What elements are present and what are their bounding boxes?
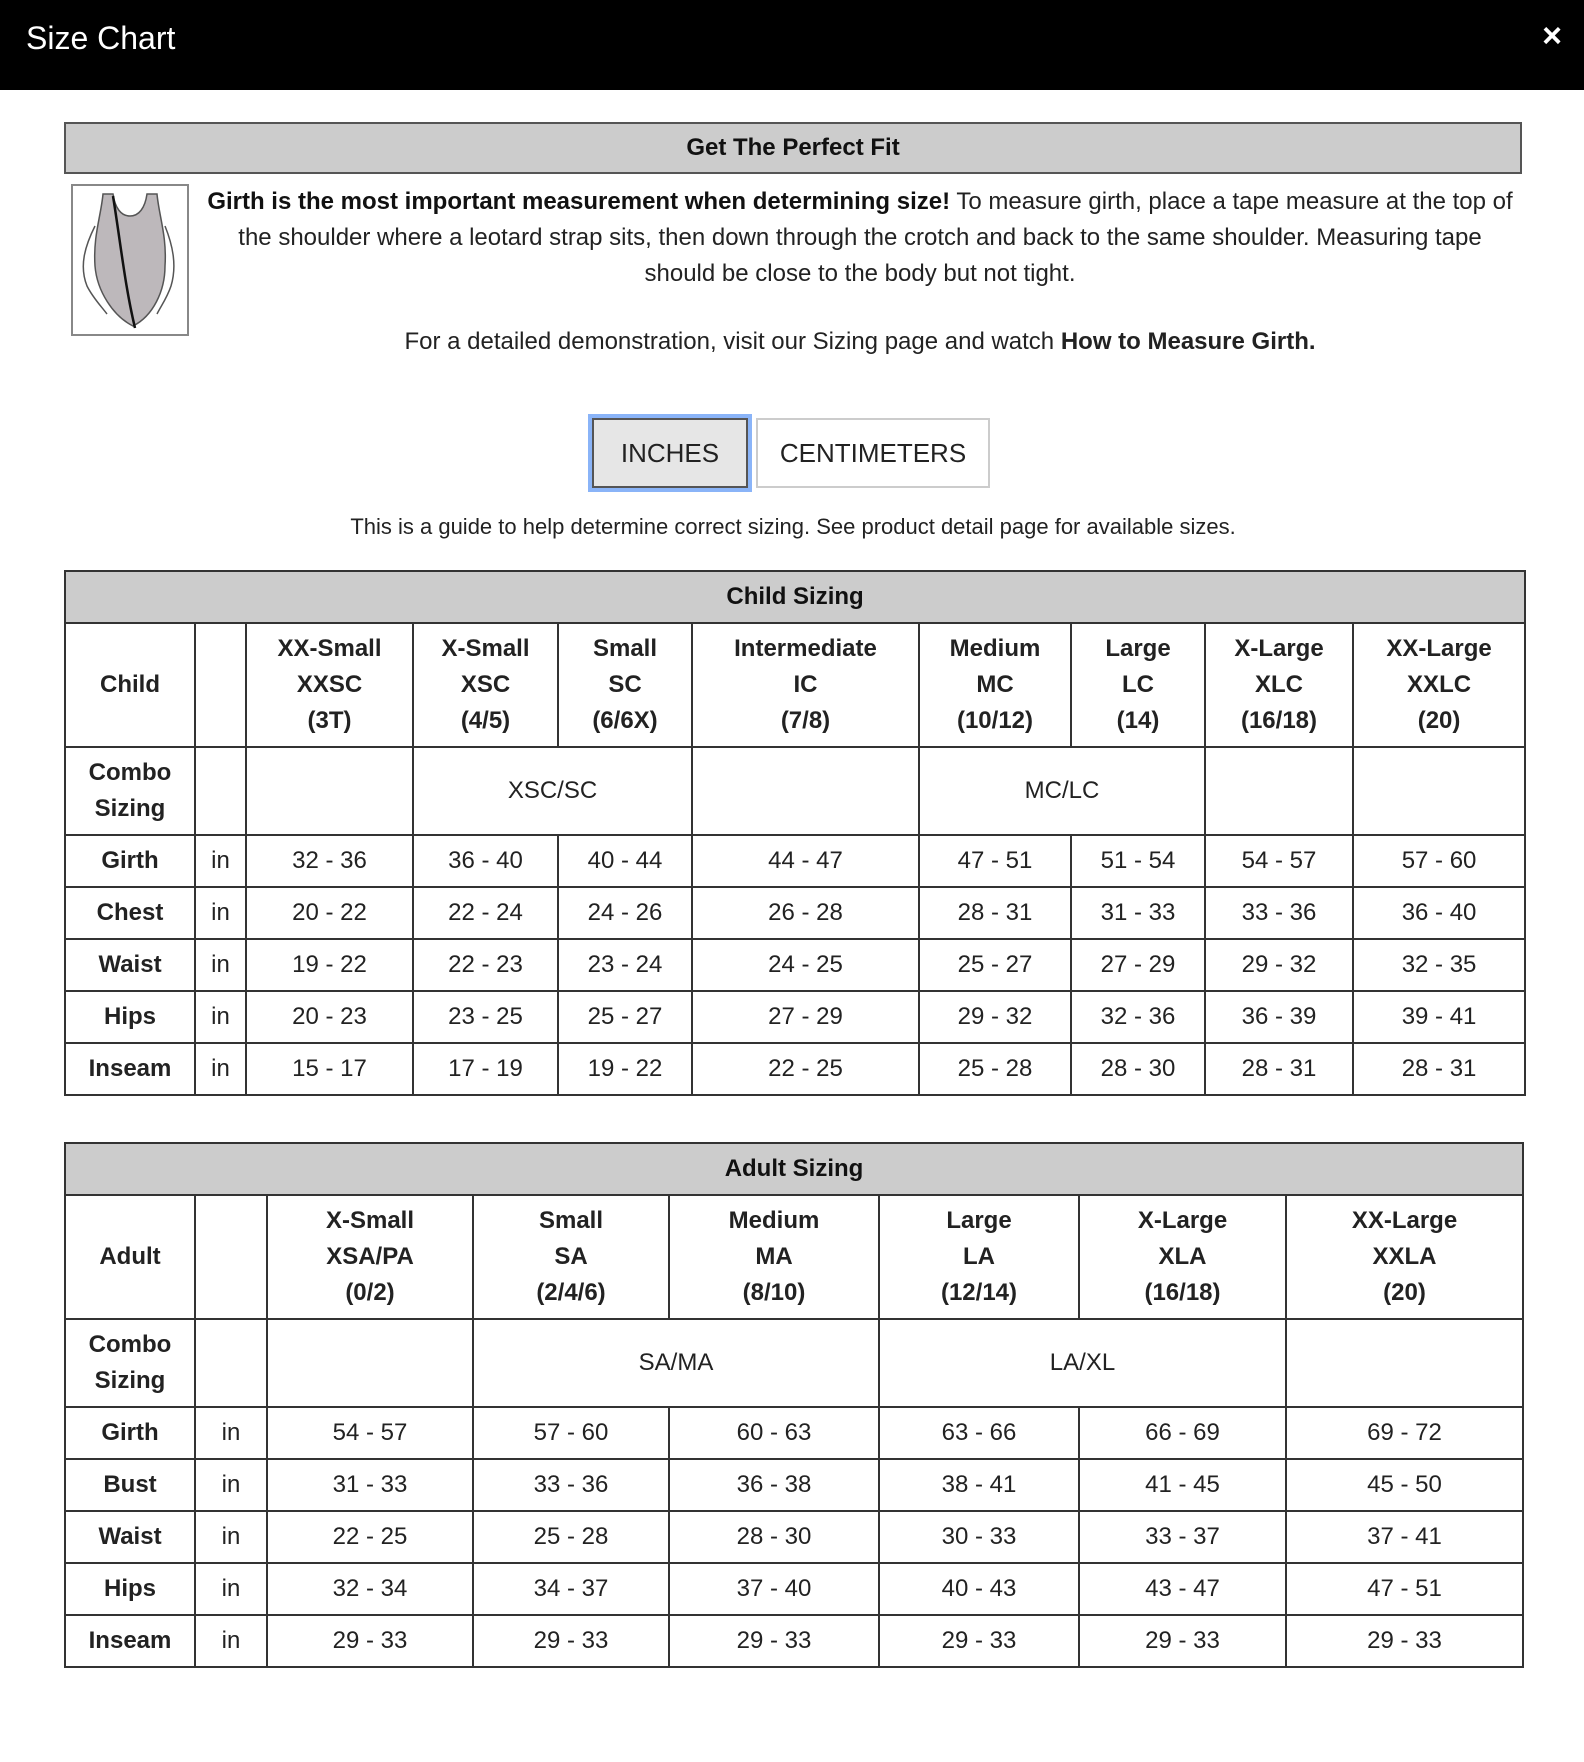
unit-cell: in [195, 835, 246, 887]
measurement-value: 22 - 25 [267, 1511, 473, 1563]
size-header: Medium MC (10/12) [919, 623, 1071, 747]
measurement-label: Bust [65, 1459, 195, 1511]
measurement-value: 22 - 25 [692, 1043, 919, 1095]
measurement-value: 32 - 34 [267, 1563, 473, 1615]
adult-sizing-caption: Adult Sizing [65, 1143, 1523, 1195]
unit-cell: in [195, 1407, 267, 1459]
size-header: Medium MA (8/10) [669, 1195, 879, 1319]
measurement-value: 47 - 51 [1286, 1563, 1523, 1615]
size-header: XX-Large XXLC (20) [1353, 623, 1525, 747]
centimeters-button[interactable]: CENTIMETERS [756, 418, 990, 488]
measurement-label: Girth [65, 1407, 195, 1459]
measurement-value: 27 - 29 [692, 991, 919, 1043]
measurement-value: 29 - 32 [919, 991, 1071, 1043]
measurement-value: 33 - 36 [1205, 887, 1353, 939]
leotard-figure-icon [73, 186, 187, 334]
table-row [65, 991, 1525, 1043]
combo-cell [1286, 1319, 1523, 1407]
measurement-value: 29 - 33 [1079, 1615, 1286, 1667]
measurement-value: 29 - 33 [1286, 1615, 1523, 1667]
measurement-value: 66 - 69 [1079, 1407, 1286, 1459]
measurement-value: 26 - 28 [692, 887, 919, 939]
measurement-value: 36 - 39 [1205, 991, 1353, 1043]
measurement-label: Waist [65, 1511, 195, 1563]
measurement-value: 25 - 27 [558, 991, 692, 1043]
measurement-label: Inseam [65, 1043, 195, 1095]
inches-button[interactable]: INCHES [592, 418, 748, 488]
measurement-label: Hips [65, 1563, 195, 1615]
unit-cell: in [195, 1615, 267, 1667]
measurement-value: 36 - 40 [413, 835, 558, 887]
table-row [65, 939, 1525, 991]
size-header: XX-Large XXLA (20) [1286, 1195, 1523, 1319]
girth-lead-bold: Girth is the most important measurement when determining size! [207, 188, 951, 215]
measurement-value: 29 - 33 [473, 1615, 669, 1667]
measurement-value: 40 - 44 [558, 835, 692, 887]
combo-cell [246, 747, 413, 835]
measurement-value: 33 - 37 [1079, 1511, 1286, 1563]
size-header: Small SC (6/6X) [558, 623, 692, 747]
measurement-value: 23 - 25 [413, 991, 558, 1043]
unit-cell: in [195, 1459, 267, 1511]
measurement-value: 54 - 57 [267, 1407, 473, 1459]
combo-sizing-label: Combo Sizing [65, 1319, 195, 1407]
measurement-value: 25 - 28 [919, 1043, 1071, 1095]
unit-cell: in [195, 1563, 267, 1615]
measurement-label: Girth [65, 835, 195, 887]
measurement-value: 69 - 72 [1286, 1407, 1523, 1459]
measurement-value: 31 - 33 [1071, 887, 1205, 939]
measurement-value: 28 - 30 [1071, 1043, 1205, 1095]
measurement-value: 17 - 19 [413, 1043, 558, 1095]
measurement-value: 32 - 36 [246, 835, 413, 887]
measurement-value: 23 - 24 [558, 939, 692, 991]
unit-cell: in [195, 991, 246, 1043]
measurement-value: 63 - 66 [879, 1407, 1079, 1459]
adult-sizing-table [64, 1142, 1524, 1668]
measurement-value: 44 - 47 [692, 835, 919, 887]
measurement-value: 47 - 51 [919, 835, 1071, 887]
combo-unit-cell [195, 1319, 267, 1407]
close-icon[interactable]: × [1542, 17, 1562, 55]
table-row [65, 1615, 1523, 1667]
unit-column-header [195, 623, 246, 747]
size-header: Small SA (2/4/6) [473, 1195, 669, 1319]
combo-cell [1205, 747, 1353, 835]
adult-corner-label: Adult [65, 1195, 195, 1319]
measurement-value: 43 - 47 [1079, 1563, 1286, 1615]
demo-text: For a detailed demonstration, visit our Sizing page and watch [404, 328, 1061, 355]
measurement-value: 24 - 25 [692, 939, 919, 991]
unit-cell: in [195, 1043, 246, 1095]
measurement-value: 51 - 54 [1071, 835, 1205, 887]
measurement-value: 19 - 22 [246, 939, 413, 991]
girth-lead-text: To measure girth, place a tape measure at the top of the shoulder where a leotard strap sits, then down through the crotch and back to the same shoulder. Measuring tape should be close to the body but not tight. [238, 188, 1513, 287]
measurement-value: 25 - 28 [473, 1511, 669, 1563]
measurement-value: 57 - 60 [1353, 835, 1525, 887]
measurement-value: 45 - 50 [1286, 1459, 1523, 1511]
table-row [65, 1407, 1523, 1459]
measurement-value: 29 - 33 [267, 1615, 473, 1667]
measurement-value: 28 - 31 [1353, 1043, 1525, 1095]
unit-cell: in [195, 1511, 267, 1563]
combo-cell [267, 1319, 473, 1407]
child-sizing-caption: Child Sizing [65, 571, 1525, 623]
size-header: X-Large XLA (16/18) [1079, 1195, 1286, 1319]
measurement-value: 39 - 41 [1353, 991, 1525, 1043]
measurement-value: 28 - 31 [919, 887, 1071, 939]
girth-instructions [200, 184, 1520, 292]
measurement-value: 57 - 60 [473, 1407, 669, 1459]
measurement-value: 41 - 45 [1079, 1459, 1286, 1511]
table-row [65, 1563, 1523, 1615]
measurement-value: 54 - 57 [1205, 835, 1353, 887]
combo-cell [1353, 747, 1525, 835]
measurement-value: 30 - 33 [879, 1511, 1079, 1563]
measurement-value: 40 - 43 [879, 1563, 1079, 1615]
measurement-value: 36 - 40 [1353, 887, 1525, 939]
table-row [65, 887, 1525, 939]
measurement-value: 29 - 33 [669, 1615, 879, 1667]
measurement-value: 28 - 31 [1205, 1043, 1353, 1095]
measurement-value: 20 - 22 [246, 887, 413, 939]
combo-cell: LA/XL [879, 1319, 1286, 1407]
measurement-value: 25 - 27 [919, 939, 1071, 991]
measurement-value: 32 - 35 [1353, 939, 1525, 991]
sizing-guide-note: This is a guide to help determine correct sizing. See product detail page for available sizes. [350, 514, 1236, 539]
measurement-value: 31 - 33 [267, 1459, 473, 1511]
combo-cell: SA/MA [473, 1319, 879, 1407]
size-header: X-Large XLC (16/18) [1205, 623, 1353, 747]
child-sizing-table [64, 570, 1526, 1096]
modal-title: Size Chart [26, 20, 176, 56]
measurement-label: Inseam [65, 1615, 195, 1667]
measurement-value: 28 - 30 [669, 1511, 879, 1563]
fit-header: Get The Perfect Fit [64, 122, 1522, 174]
measurement-value: 19 - 22 [558, 1043, 692, 1095]
combo-cell: XSC/SC [413, 747, 692, 835]
table-row [65, 1459, 1523, 1511]
table-row [65, 1511, 1523, 1563]
size-header: X-Small XSA/PA (0/2) [267, 1195, 473, 1319]
unit-cell: in [195, 887, 246, 939]
measurement-label: Waist [65, 939, 195, 991]
size-header: Large LC (14) [1071, 623, 1205, 747]
table-row [65, 1043, 1525, 1095]
unit-cell: in [195, 939, 246, 991]
combo-cell: MC/LC [919, 747, 1205, 835]
combo-cell [692, 747, 919, 835]
demo-line [200, 324, 1520, 360]
measurement-value: 37 - 41 [1286, 1511, 1523, 1563]
measurement-value: 29 - 33 [879, 1615, 1079, 1667]
measurement-value: 15 - 17 [246, 1043, 413, 1095]
size-header: Intermediate IC (7/8) [692, 623, 919, 747]
measurement-label: Chest [65, 887, 195, 939]
combo-sizing-label: Combo Sizing [65, 747, 195, 835]
measurement-value: 36 - 38 [669, 1459, 879, 1511]
measurement-value: 20 - 23 [246, 991, 413, 1043]
size-header: XX-Small XXSC (3T) [246, 623, 413, 747]
measurement-value: 33 - 36 [473, 1459, 669, 1511]
child-corner-label: Child [65, 623, 195, 747]
combo-unit-cell [195, 747, 246, 835]
measurement-value: 34 - 37 [473, 1563, 669, 1615]
unit-column-header [195, 1195, 267, 1319]
measurement-value: 24 - 26 [558, 887, 692, 939]
how-to-measure-link[interactable]: How to Measure Girth. [1060, 328, 1316, 355]
size-header: X-Small XSC (4/5) [413, 623, 558, 747]
table-row [65, 835, 1525, 887]
measurement-value: 38 - 41 [879, 1459, 1079, 1511]
size-header: Large LA (12/14) [879, 1195, 1079, 1319]
measurement-value: 27 - 29 [1071, 939, 1205, 991]
measurement-value: 22 - 24 [413, 887, 558, 939]
measurement-label: Hips [65, 991, 195, 1043]
measurement-value: 29 - 32 [1205, 939, 1353, 991]
measurement-value: 37 - 40 [669, 1563, 879, 1615]
girth-illustration [71, 184, 189, 336]
measurement-value: 22 - 23 [413, 939, 558, 991]
modal-header [0, 0, 1584, 90]
measurement-value: 32 - 36 [1071, 991, 1205, 1043]
measurement-value: 60 - 63 [669, 1407, 879, 1459]
